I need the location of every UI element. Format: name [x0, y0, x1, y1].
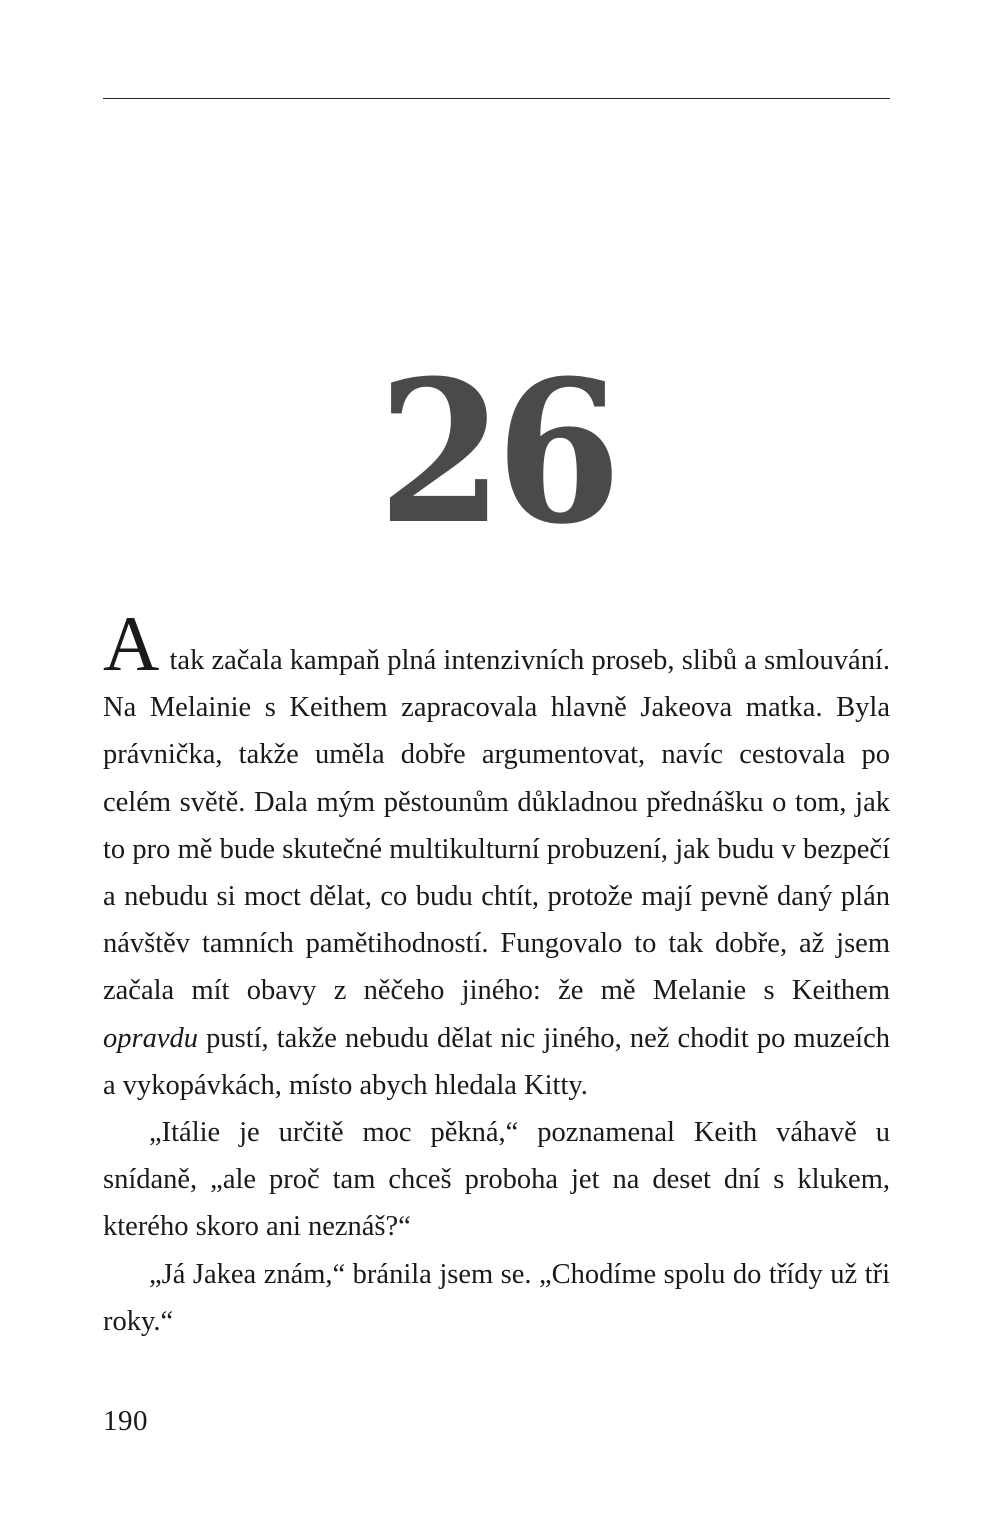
paragraph-2: „Itálie je určitě moc pěkná,“ poznamenal Keith váhavě u snídaně, „ale proč tam chceš proboha jet na deset dní s klukem, kterého skoro ani neznáš?“ — [103, 1117, 890, 1243]
paragraph-1-italic: opravdu — [103, 1022, 198, 1054]
page-number: 190 — [103, 1405, 148, 1437]
paragraph-1-text-b: pustí, takže nebudu dělat nic jiného, než chodit po muzeích a vykopávkách, místo abych hledala Kitty. — [103, 1022, 890, 1101]
paragraph-3: „Já Jakea znám,“ bránila jsem se. „Chodíme spolu do třídy už tři roky.“ — [103, 1258, 890, 1337]
paragraph-1-text-a: tak začala kampaň plná intenzivních proseb, slibů a smlouvání. Na Melainie s Keithem zapracovala hlavně Jakeova matka. Byla právnička, takže uměla dobře argumentovat, navíc cestovala po celém světě. Dala mým pěstounům důkladnou přednášku o tom, jak to pro mě bude skutečné multikulturní probuzení, jak budu v bezpečí a nebudu si moct dělat, co budu chtít, protože mají pevně daný plán návštěv tamních pamětihodností. Fungovalo to tak dobře, až jsem začala mít obavy z něčeho jiného: že mě Melanie s Keithem — [103, 645, 890, 1007]
header-rule — [103, 98, 890, 99]
drop-cap: A — [103, 600, 160, 687]
paragraph-1 — [103, 600, 890, 1109]
body-text — [103, 600, 890, 1345]
chapter-number: 26 — [377, 338, 615, 568]
